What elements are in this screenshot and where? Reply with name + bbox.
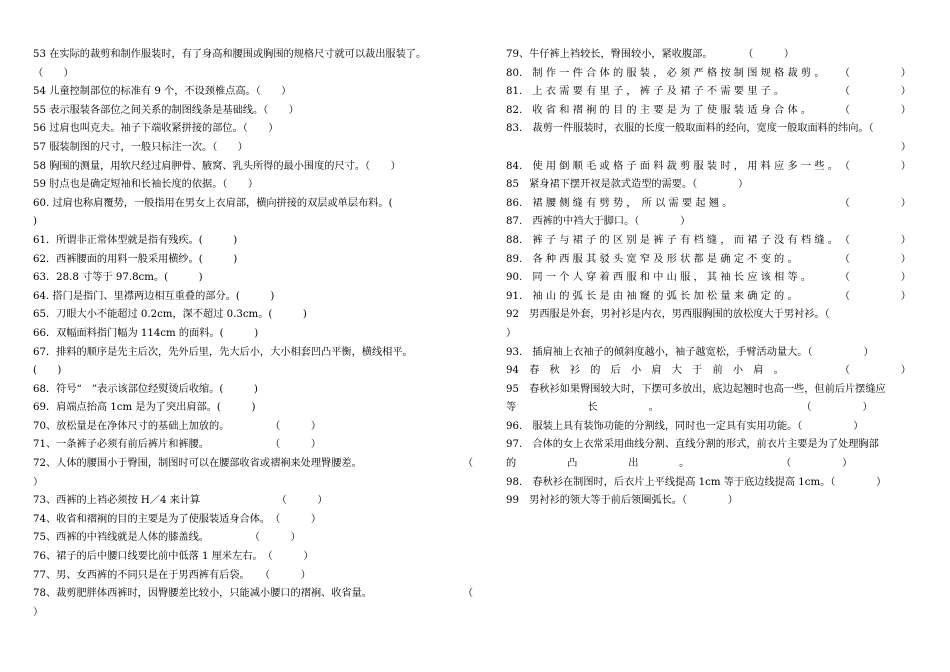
question-text: 77、男、女西裤的不同只是在于男西裤有后袋。 （ ） [33, 569, 311, 581]
answer-parenthesis[interactable]: （ ） [839, 67, 911, 79]
question-continuation: 等 长 。 （ ） [506, 402, 873, 414]
answer-parenthesis[interactable]: （ ） [839, 290, 911, 302]
question-text: 72、人体的腰围小于臀围，制图时可以在腰部收省或褶裥来处理臀腰差。 [33, 458, 362, 470]
right-column [506, 46, 911, 511]
question-text: 99 男衬衫的领大等于前后领圈弧长。（ ） [506, 495, 738, 507]
question-item [33, 195, 473, 214]
question-text: 89. 各 种 西 服 其 驳 头 宽 窄 及 形 状 都 是 确 定 不 变 的 。 [506, 253, 798, 265]
question-item [506, 306, 911, 325]
question-item [506, 269, 911, 288]
question-text: 80. 制 作 一 件 合 体 的 服 装 ， 必 须 严 格 按 制 图 规 格 裁 剪 。 [506, 67, 825, 79]
question-text: 92 男西服是外套，男衬衫是内衣，男西服胸围的放松度大于男衬衫。（ [506, 309, 830, 321]
question-item [506, 65, 911, 84]
question-item [33, 381, 473, 400]
question-text: 90. 同 一 个 人 穿 着 西 服 和 中 山 服 ， 其 袖 长 应 该 相 等 。 [506, 272, 812, 284]
question-item [506, 46, 911, 65]
question-item [33, 418, 473, 437]
answer-parenthesis[interactable]: （ ） [839, 104, 911, 116]
question-item [33, 306, 473, 325]
answer-parenthesis[interactable]: （ [462, 458, 473, 470]
question-text: 98. 春秋衫在制图时，后衣片上平线提高 1cm 等于底边线提高 1cm。（ ） [506, 476, 887, 488]
question-item [33, 455, 473, 474]
question-text: 75、西裤的中裆线就是人体的膝盖线。 （ ） [33, 532, 301, 544]
question-item [33, 344, 473, 363]
question-item [33, 288, 473, 307]
question-item [33, 46, 473, 65]
question-text: 91. 袖 山 的 弧 长 是 由 袖 窿 的 弧 长 加 松 量 来 确 定 的 。 [506, 290, 798, 302]
question-continuation: ） [900, 141, 911, 153]
question-text: 94 春 秋 衫 的 后 小 肩 大 于 前 小 肩 。 [506, 365, 784, 377]
answer-parenthesis[interactable]: （ ） [839, 253, 911, 265]
question-item [506, 381, 911, 400]
question-continuation: 的 凸 出 。 （ ） [506, 458, 853, 470]
question-text: 87. 西裤的中裆大于脚口。（ ） [506, 216, 691, 228]
question-text: 57 服装制图的尺寸，一般只标注一次。（ ） [33, 141, 248, 153]
question-item [33, 139, 473, 158]
answer-parenthesis[interactable]: （ ） [839, 272, 911, 284]
question-continuation: ) [33, 216, 37, 228]
question-item [506, 251, 911, 270]
question-continuation: （ ） [33, 67, 74, 79]
question-text: 83. 裁剪一件服装时，衣服的长度一般取面料的经向，宽度一般取面料的纬向。（ [506, 123, 874, 135]
answer-parenthesis[interactable]: （ ） [839, 160, 911, 172]
question-text: 74、收省和褶裥的目的主要是为了使服装适身合体。 （ ） [33, 513, 322, 525]
question-text: 59 肘点也是确定短袖和长袖长度的依据。（ ） [33, 179, 259, 191]
question-item [33, 251, 473, 270]
question-item [506, 288, 911, 307]
question-item [33, 529, 473, 548]
question-text: 56 过肩也叫克夫。袖子下端收紧拼接的部位。（ ） [33, 123, 279, 135]
question-continuation: ） [33, 606, 44, 618]
answer-parenthesis[interactable]: （ ） [839, 234, 911, 246]
question-text: 53 在实际的裁剪和制作服装时，有了身高和腰围或胸围的规格尺寸就可以裁出服装了。 [33, 49, 427, 60]
question-item [506, 362, 911, 381]
question-item [506, 176, 911, 195]
question-text: 62．西裤腰面的用料一般采用横纱。( ) [33, 253, 238, 265]
question-item [506, 436, 911, 455]
question-item [506, 213, 911, 232]
question-text: 95 春秋衫如果臀围较大时，下摆可多放出，底边起翘时也高一些，但前后片摆缝应 [506, 383, 886, 395]
left-column [33, 46, 473, 622]
question-text: 65．刀眼大小不能超过 0.2cm，深不超过 0.3cm。( ) [33, 309, 307, 321]
question-item [33, 83, 473, 102]
question-text: 58 胸围的测量，用软尺经过肩胛骨、腋窝、乳头所得的最小围度的尺寸。（ ） [33, 160, 401, 172]
answer-parenthesis[interactable]: （ ） [839, 86, 911, 98]
question-text: 97. 合体的女上衣常采用曲线分割、直线分割的形式，前衣片主要是为了处理胸部 [506, 439, 879, 451]
question-item [506, 344, 911, 363]
question-item [506, 418, 911, 437]
question-text: 84. 使 用 倒 顺 毛 或 格 子 面 料 裁 剪 服 装 时 ， 用 料 应 多 一 些 。 [506, 160, 838, 172]
question-continuation: ( ) [33, 365, 62, 377]
question-item [33, 399, 473, 418]
question-item [33, 325, 473, 344]
question-item [506, 492, 911, 511]
question-text: 55 表示服装各部位之间关系的制图线条是基础线。（ ） [33, 104, 299, 116]
question-item [33, 158, 473, 177]
question-text: 88. 裤 子 与 裙 子 的 区 别 是 裤 子 有 档 缝 ， 而 裙 子 没 有 档 缝 。 [506, 234, 838, 246]
question-text: 82. 收 省 和 褶 裥 的 目 的 主 要 是 为 了 使 服 装 适 身 合 体 。 [506, 104, 812, 116]
answer-parenthesis[interactable]: （ ） [839, 197, 911, 209]
question-text: 67．排料的顺序是先主后次，先外后里，先大后小，大小相套凹凸平衡，横线相平。 [33, 346, 413, 358]
question-continuation: ） [506, 327, 517, 339]
question-item [33, 492, 473, 511]
question-item [33, 585, 473, 604]
question-text: 60. 过肩也称肩覆势，一般指用在男女上衣肩部，横向拼接的双层或单层布料。( [33, 197, 393, 209]
question-item [33, 269, 473, 288]
question-text: 73、西裤的上裆必须按 H／4 来计算 （ ） [33, 495, 328, 507]
question-text: 86. 裙 腰 侧 缝 有 劈 势 ， 所 以 需 要 起 翘 。 [506, 197, 733, 209]
answer-parenthesis[interactable]: （ ） [839, 365, 911, 377]
question-text: 81. 上 衣 需 要 有 里 子 ， 裤 子 及 裙 子 不 需 要 里 子 。 [506, 86, 785, 98]
question-text: 96. 服装上具有装饰功能的分割线，同时也一定具有实用功能。（ ） [506, 420, 864, 432]
question-text: 69．肩端点抬高 1cm 是为了突出肩部。( ) [33, 402, 256, 414]
question-item [506, 474, 911, 493]
question-item [506, 158, 911, 177]
question-text: 54 儿童控制部位的标准有 9 个，不设颈椎点高。（ ） [33, 86, 292, 98]
question-item [506, 102, 911, 121]
question-item [33, 567, 473, 586]
question-text: 66．双幅面料指门幅为 114cm 的面料。( ) [33, 327, 259, 339]
question-text: 70、放松量是在净体尺寸的基础上加放的。 （ ） [33, 420, 322, 432]
question-continuation: ） [33, 476, 44, 488]
question-item [33, 436, 473, 455]
question-text: 61．所谓非正常体型就是指有残疾。( ) [33, 234, 238, 246]
question-text: 79、牛仔裤上裆较长，臀围较小，紧收腹部。 （ ） [506, 49, 795, 60]
question-text: 63．28.8 寸等于 97.8cm。( ) [33, 272, 203, 284]
question-text: 68．符号“ ”表示该部位经熨烫后收缩。( ) [33, 383, 258, 395]
question-item [33, 511, 473, 530]
question-text: 93. 插肩袖上衣袖子的倾斜度越小，袖子越宽松，手臂活动量大。（ ） [506, 346, 874, 358]
question-text: 78、裁剪肥胖体西裤时，因臀腰差比较小，只能减小腰口的褶裥、收省量。 [33, 588, 372, 600]
question-text: 71、一条裤子必须有前后裤片和裤腰。 （ ） [33, 439, 322, 451]
question-text: 64. 搭门是指门、里襟两边相互重叠的部分。( ) [33, 290, 275, 302]
question-text: 85 紧身裙下摆开衩是款式造型的需要。（ ） [506, 179, 749, 191]
question-item [33, 548, 473, 567]
question-item [33, 232, 473, 251]
question-item [33, 102, 473, 121]
question-item [33, 176, 473, 195]
question-item [33, 120, 473, 139]
question-text: 76、裙子的后中腰口线要比前中低落 1 厘米左右。 （ ） [33, 551, 314, 563]
question-item [506, 83, 911, 102]
question-item [506, 195, 911, 214]
question-item [506, 120, 911, 139]
question-item [506, 232, 911, 251]
answer-parenthesis[interactable]: （ [462, 588, 473, 600]
